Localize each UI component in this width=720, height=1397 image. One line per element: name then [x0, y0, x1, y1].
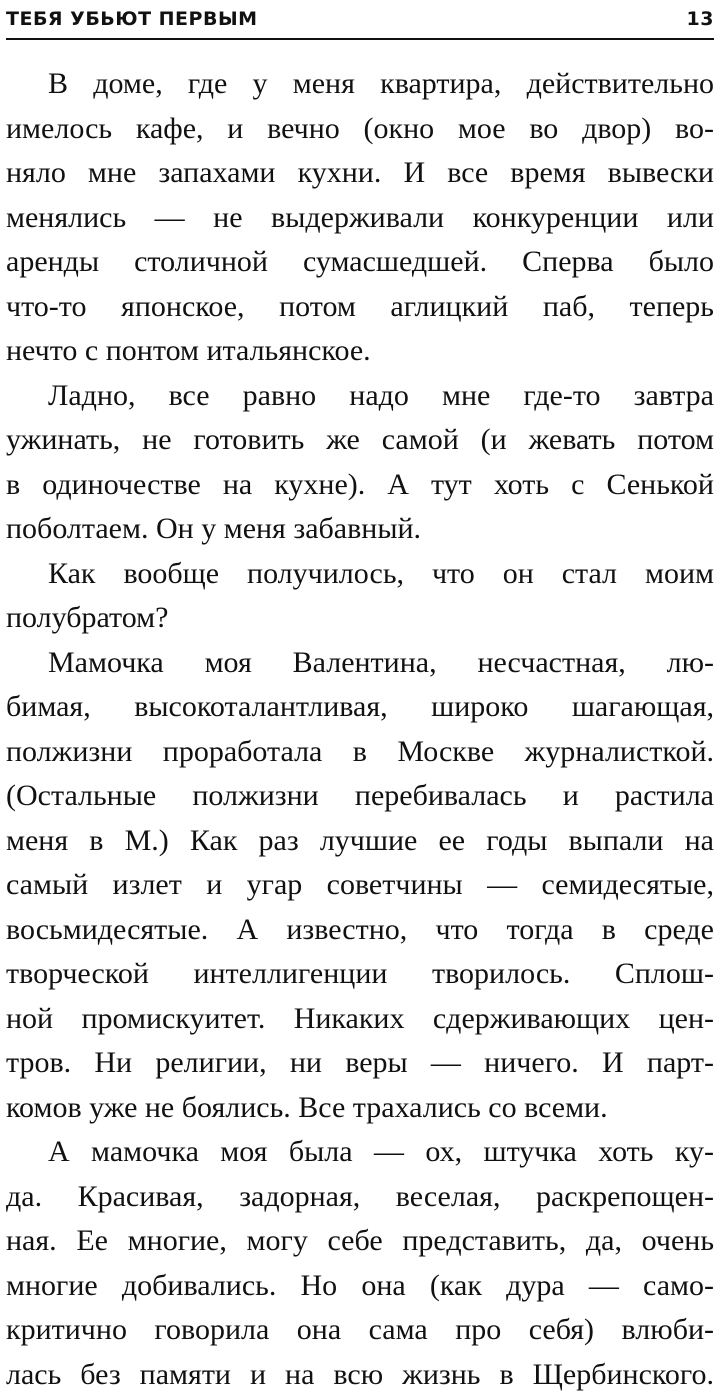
text-line: в одиночестве на кухне). А тут хоть с Сенькой: [6, 463, 714, 508]
text-line: комов уже не боялись. Все трахались со всеми.: [6, 1086, 714, 1131]
running-header: [6, 0, 714, 40]
text-line: аренды столичной сумасшедшей. Сперва было: [6, 240, 714, 285]
text-line: Ладно, все равно надо мне где-то завтра: [6, 374, 714, 419]
text-line: меня в М.) Как раз лучшие ее годы выпали на: [6, 819, 714, 864]
text-line: да. Красивая, задорная, веселая, раскрепощен-: [6, 1175, 714, 1220]
text-line: поболтаем. Он у меня забавный.: [6, 507, 714, 552]
text-line: лась без памяти и на всю жизнь в Щербинского.: [6, 1353, 714, 1397]
text-line: самый излет и угар советчины — семидесятые,: [6, 863, 714, 908]
running-title: ТЕБЯ УБЬЮТ ПЕРВЫМ: [6, 8, 258, 30]
text-line: нечто с понтом итальянское.: [6, 329, 714, 374]
text-line: полубратом?: [6, 596, 714, 641]
text-line: полжизни проработала в Москве журналисткой.: [6, 730, 714, 775]
text-line: имелось кафе, и вечно (окно мое во двор) во-: [6, 107, 714, 152]
text-line: Мамочка моя Валентина, несчастная, лю-: [6, 641, 714, 686]
text-line: бимая, высокоталантливая, широко шагающая,: [6, 685, 714, 730]
text-line: ужинать, не готовить же самой (и жевать потом: [6, 418, 714, 463]
text-line: В доме, где у меня квартира, действительно: [6, 62, 714, 107]
text-line: А мамочка моя была — ох, штучка хоть ку-: [6, 1130, 714, 1175]
text-line: творческой интеллигенции творилось. Сплош-: [6, 952, 714, 997]
text-line: тров. Ни религии, ни веры — ничего. И парт-: [6, 1041, 714, 1086]
paragraph: [6, 552, 714, 641]
text-line: (Остальные полжизни перебивалась и растила: [6, 774, 714, 819]
paragraph: [6, 62, 714, 374]
text-line: Как вообще получилось, что он стал моим: [6, 552, 714, 597]
text-line: восьмидесятые. А известно, что тогда в среде: [6, 908, 714, 953]
text-line: ной промискуитет. Никаких сдерживающих цен-: [6, 997, 714, 1042]
text-line: критично говорила она сама про себя) влюби-: [6, 1308, 714, 1353]
page-body: [6, 62, 714, 1397]
paragraph: [6, 641, 714, 1131]
text-line: многие добивались. Но она (как дура — само-: [6, 1264, 714, 1309]
text-line: ная. Ее многие, могу себе представить, да, очень: [6, 1219, 714, 1264]
paragraph: [6, 374, 714, 552]
text-line: няло мне запахами кухни. И все время вывески: [6, 151, 714, 196]
page-number: 13: [687, 8, 714, 30]
text-line: что-то японское, потом аглицкий паб, теперь: [6, 285, 714, 330]
text-line: менялись — не выдерживали конкуренции или: [6, 196, 714, 241]
